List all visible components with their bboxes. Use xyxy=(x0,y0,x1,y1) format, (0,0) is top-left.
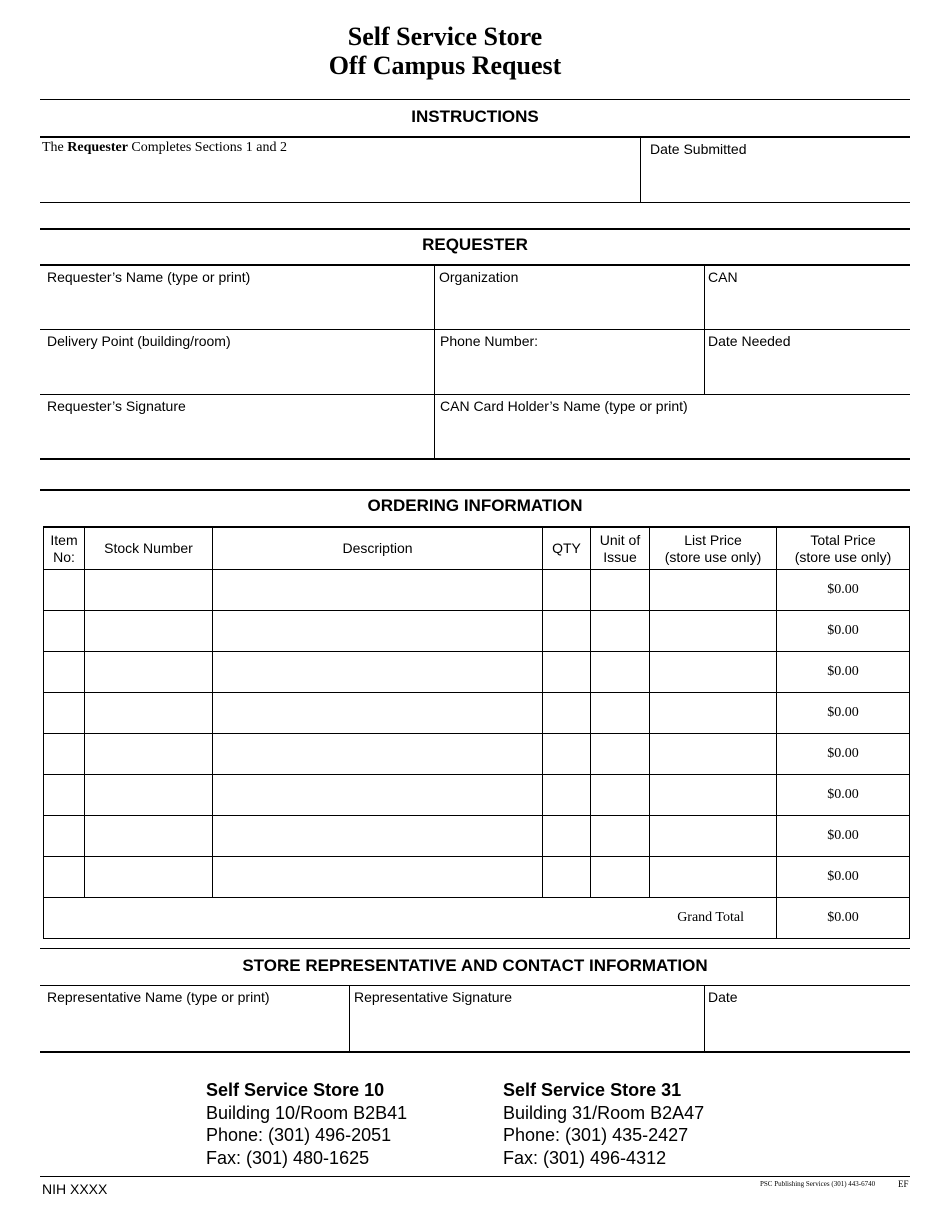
qty-cell[interactable] xyxy=(543,857,591,898)
instructions-top-rule xyxy=(40,99,910,100)
ordering-table xyxy=(43,526,910,939)
rep-name-field[interactable] xyxy=(47,989,343,1047)
footer-rule xyxy=(40,1176,910,1177)
unit-cell[interactable] xyxy=(591,734,650,775)
qty-cell[interactable] xyxy=(543,775,591,816)
store-31-name: Self Service Store 31 xyxy=(503,1080,682,1100)
rep-date-field[interactable] xyxy=(708,989,906,1047)
requester-row-rule-2 xyxy=(40,394,910,395)
requester-name-field[interactable] xyxy=(47,269,427,325)
date-submitted-field[interactable] xyxy=(650,141,905,199)
table-row xyxy=(44,857,910,898)
col-qty: QTY xyxy=(543,527,591,570)
qty-cell[interactable] xyxy=(543,570,591,611)
rep-signature-field[interactable] xyxy=(354,989,699,1047)
store-rep-heading: STORE REPRESENTATIVE AND CONTACT INFORMATION xyxy=(242,956,708,975)
table-row xyxy=(44,816,910,857)
organization-field[interactable] xyxy=(439,269,699,325)
requester-heading-rule xyxy=(40,264,910,266)
phone-number-field[interactable] xyxy=(440,333,700,389)
instructions-bottom-rule xyxy=(40,202,910,203)
table-row xyxy=(44,570,910,611)
qty-cell[interactable] xyxy=(543,734,591,775)
col-description: Description xyxy=(213,527,543,570)
qty-cell[interactable] xyxy=(543,652,591,693)
store-rep-top-rule xyxy=(40,948,910,949)
delivery-point-field[interactable] xyxy=(47,333,427,389)
total-price-cell: $0.00 xyxy=(777,652,910,693)
stock-number-cell[interactable] xyxy=(85,652,213,693)
list-price-cell[interactable] xyxy=(650,775,777,816)
can-card-holder-field[interactable] xyxy=(440,398,905,454)
qty-cell[interactable] xyxy=(543,693,591,734)
description-cell[interactable] xyxy=(213,816,543,857)
requester-divider-1 xyxy=(434,265,435,459)
form-title-line2: Off Campus Request xyxy=(328,51,562,80)
item-no-cell[interactable] xyxy=(44,693,85,734)
requester-signature-field[interactable] xyxy=(47,398,427,454)
list-price-cell[interactable] xyxy=(650,693,777,734)
can-field[interactable] xyxy=(708,269,906,325)
requester-row-rule-1 xyxy=(40,329,910,330)
list-price-cell[interactable] xyxy=(650,816,777,857)
total-price-cell: $0.00 xyxy=(777,570,910,611)
form-number: NIH XXXX xyxy=(42,1181,108,1197)
store-10-fax: Fax: (301) 480-1625 xyxy=(206,1147,370,1168)
requester-heading: REQUESTER xyxy=(422,235,528,254)
ordering-top-rule xyxy=(40,489,910,491)
col-item-no: Item No: xyxy=(44,527,85,570)
store-rep-heading-rule xyxy=(40,985,910,986)
rep-date-label: Date xyxy=(708,989,738,1005)
description-cell[interactable] xyxy=(213,693,543,734)
table-row xyxy=(44,734,910,775)
list-price-cell[interactable] xyxy=(650,611,777,652)
qty-cell[interactable] xyxy=(543,611,591,652)
grand-total-label: Grand Total xyxy=(44,898,777,939)
unit-cell[interactable] xyxy=(591,816,650,857)
stock-number-cell[interactable] xyxy=(85,570,213,611)
table-row xyxy=(44,611,910,652)
item-no-cell[interactable] xyxy=(44,816,85,857)
table-row xyxy=(44,693,910,734)
can-label: CAN xyxy=(708,269,738,285)
stock-number-cell[interactable] xyxy=(85,734,213,775)
store-31-contact xyxy=(503,1079,704,1169)
grand-total-row xyxy=(44,898,910,939)
unit-cell[interactable] xyxy=(591,775,650,816)
total-price-cell: $0.00 xyxy=(777,816,910,857)
description-cell[interactable] xyxy=(213,857,543,898)
requester-bottom-rule xyxy=(40,458,910,460)
table-row xyxy=(44,652,910,693)
item-no-cell[interactable] xyxy=(44,652,85,693)
requester-signature-label: Requester’s Signature xyxy=(47,398,186,414)
date-submitted-label: Date Submitted xyxy=(650,141,747,157)
qty-cell[interactable] xyxy=(543,816,591,857)
store-10-building: Building 10/Room B2B41 xyxy=(206,1102,408,1123)
can-card-holder-label: CAN Card Holder’s Name (type or print) xyxy=(440,398,688,414)
unit-cell[interactable] xyxy=(591,570,650,611)
col-stock-number: Stock Number xyxy=(85,527,213,570)
stock-number-cell[interactable] xyxy=(85,775,213,816)
form-title-line1: Self Service Store xyxy=(347,22,543,51)
requester-name-label: Requester’s Name (type or print) xyxy=(47,269,251,285)
store-31-fax: Fax: (301) 496-4312 xyxy=(503,1147,667,1168)
total-price-cell: $0.00 xyxy=(777,775,910,816)
stock-number-cell[interactable] xyxy=(85,857,213,898)
total-price-cell: $0.00 xyxy=(777,734,910,775)
table-row xyxy=(44,775,910,816)
total-price-cell: $0.00 xyxy=(777,611,910,652)
store-10-contact xyxy=(206,1079,407,1169)
col-total-price: Total Price (store use only) xyxy=(777,527,910,570)
item-no-cell[interactable] xyxy=(44,775,85,816)
ordering-header-row xyxy=(44,527,910,570)
requester-top-rule xyxy=(40,228,910,230)
store-10-phone: Phone: (301) 496-2051 xyxy=(206,1125,392,1145)
organization-label: Organization xyxy=(439,269,519,285)
stock-number-cell[interactable] xyxy=(85,693,213,734)
description-cell[interactable] xyxy=(213,611,543,652)
list-price-cell[interactable] xyxy=(650,734,777,775)
instructions-text: The Requester Completes Sections 1 and 2 xyxy=(42,140,287,155)
grand-total-value: $0.00 xyxy=(777,898,910,939)
col-unit-of-issue: Unit of Issue xyxy=(591,527,650,570)
store-rep-divider-2 xyxy=(704,986,705,1051)
store-31-building: Building 31/Room B2A47 xyxy=(503,1102,705,1123)
rep-signature-label: Representative Signature xyxy=(354,989,512,1005)
list-price-cell[interactable] xyxy=(650,857,777,898)
rep-name-label: Representative Name (type or print) xyxy=(47,989,270,1005)
col-list-price: List Price (store use only) xyxy=(650,527,777,570)
store-rep-divider-1 xyxy=(349,986,350,1051)
unit-cell[interactable] xyxy=(591,652,650,693)
stock-number-cell[interactable] xyxy=(85,611,213,652)
description-cell[interactable] xyxy=(213,775,543,816)
instructions-heading-rule xyxy=(40,136,910,138)
item-no-cell[interactable] xyxy=(44,611,85,652)
store-10-name: Self Service Store 10 xyxy=(206,1080,385,1100)
phone-number-label: Phone Number: xyxy=(440,333,539,349)
stock-number-cell[interactable] xyxy=(85,816,213,857)
list-price-cell[interactable] xyxy=(650,652,777,693)
unit-cell[interactable] xyxy=(591,693,650,734)
date-needed-label: Date Needed xyxy=(708,333,791,349)
instructions-heading: INSTRUCTIONS xyxy=(411,107,539,126)
description-cell[interactable] xyxy=(213,570,543,611)
total-price-cell: $0.00 xyxy=(777,857,910,898)
unit-cell[interactable] xyxy=(591,611,650,652)
requester-divider-2 xyxy=(704,265,705,395)
date-needed-field[interactable] xyxy=(708,333,906,389)
delivery-point-label: Delivery Point (building/room) xyxy=(47,333,231,349)
description-cell[interactable] xyxy=(213,652,543,693)
ef-mark: EF xyxy=(898,1179,909,1189)
description-cell[interactable] xyxy=(213,734,543,775)
instructions-divider xyxy=(640,137,641,202)
store-rep-bottom-rule xyxy=(40,1051,910,1053)
item-no-cell[interactable] xyxy=(44,570,85,611)
unit-cell[interactable] xyxy=(591,857,650,898)
total-price-cell: $0.00 xyxy=(777,693,910,734)
item-no-cell[interactable] xyxy=(44,857,85,898)
ordering-heading: ORDERING INFORMATION xyxy=(367,496,583,515)
list-price-cell[interactable] xyxy=(650,570,777,611)
publisher-credit: PSC Publishing Services (301) 443-6740 xyxy=(760,1180,876,1188)
store-31-phone: Phone: (301) 435-2427 xyxy=(503,1125,689,1145)
item-no-cell[interactable] xyxy=(44,734,85,775)
